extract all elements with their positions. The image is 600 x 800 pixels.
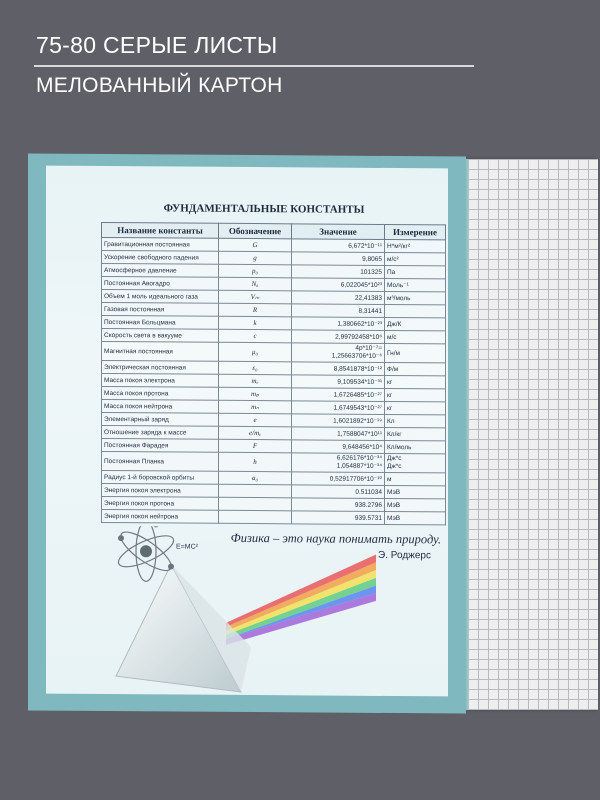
constant-value: 2,99792458*10⁸ [292, 330, 385, 344]
quote-text: Физика – это наука понимать природу. [230, 530, 441, 547]
constant-unit: МэВ [385, 485, 446, 498]
constant-value: 938.2796 [292, 498, 385, 512]
notebook-cover [28, 153, 466, 713]
constant-value: 9,8065 [292, 252, 385, 266]
constant-symbol: p₀ [219, 264, 292, 278]
constant-unit: м/с² [385, 252, 446, 265]
constant-unit: кг [385, 375, 446, 388]
constant-symbol: h [219, 452, 292, 472]
constant-symbol [219, 497, 292, 511]
constant-name: Ускорение свободного падения [102, 250, 219, 264]
constant-name: Постоянная Авогадро [102, 276, 219, 290]
constant-unit [385, 304, 446, 317]
constant-value: 9,109534*10⁻³¹ [292, 375, 385, 389]
constant-value: 8,31441 [292, 304, 385, 318]
constant-symbol: R [219, 303, 292, 317]
constant-unit: м [385, 472, 446, 485]
constant-name: Объем 1 моль идеального газа [102, 289, 219, 303]
constant-value: 939.5731 [292, 511, 385, 525]
constant-value: 1,6726485*10⁻²⁷ [292, 388, 385, 402]
table-row [102, 451, 446, 472]
constant-name: Электрическая постоянная [102, 360, 219, 374]
constant-unit: Моль⁻¹ [385, 278, 446, 291]
constant-unit: Па [385, 265, 446, 278]
constant-name: Постоянная Больцмана [102, 315, 219, 329]
constant-value: 6,022045*10²³ [292, 278, 385, 292]
table-body [102, 237, 446, 524]
constant-name: Масса покоя нейтрона [102, 399, 219, 413]
constant-symbol: mₙ [219, 400, 292, 414]
header-line2: МЕЛОВАННЫЙ КАРТОН [36, 74, 283, 97]
constant-unit: Кл [385, 414, 446, 427]
constant-name: Отношение заряда к массе [102, 425, 219, 439]
quote-author: Э. Роджерс [378, 549, 431, 562]
constant-name: Скорость света в вакууме [102, 328, 219, 342]
constant-symbol: k [219, 316, 292, 330]
constant-value: 101325 [292, 265, 385, 279]
constant-name: Энергия покоя электрона [102, 483, 219, 497]
constant-value: 22,41383 [292, 291, 385, 305]
constant-value: 6,672*10⁻¹¹ [292, 239, 385, 253]
constant-unit: Кл/моль [385, 440, 446, 453]
constant-symbol: G [219, 238, 292, 252]
table-row [102, 341, 446, 362]
constant-symbol: ε₀ [219, 361, 292, 375]
constant-symbol: a₀ [219, 471, 292, 485]
table-title: ФУНДАМЕНТАЛЬНЫЕ КОНСТАНТЫ [163, 202, 365, 216]
constant-value: 0.511034 [292, 485, 385, 499]
header-line1: 75-80 СЕРЫЕ ЛИСТЫ [36, 32, 278, 58]
constant-symbol: e [219, 413, 292, 427]
constant-name: Масса покоя протона [102, 386, 219, 400]
constant-name: Энергия покоя протона [102, 496, 219, 510]
constant-symbol: mₑ [219, 374, 292, 388]
notebook-photo [28, 155, 592, 712]
constant-name: Постоянная Планка [102, 451, 219, 471]
constant-name: Радиус 1-й боровской орбиты [102, 470, 219, 484]
constants-table [101, 222, 446, 525]
constant-unit: Дж/К [385, 317, 446, 330]
constant-unit: Н*м²/кг² [385, 239, 446, 252]
constant-name: Газовая постоянная [102, 302, 219, 316]
constant-unit: м/с [385, 330, 446, 343]
formula-label: E=MC² [176, 543, 198, 551]
constant-value: 1,7588047*10¹¹ [292, 427, 385, 441]
constant-name: Энергия покоя нейтрона [102, 509, 219, 523]
column-header: Обозначение [219, 223, 292, 239]
constant-symbol: μ₀ [219, 342, 292, 362]
constant-unit: Гн/м [385, 343, 446, 362]
constant-symbol [219, 484, 292, 498]
constant-value: 0,52917706*10⁻¹⁰ [292, 472, 385, 486]
constant-value: 6,626176*10⁻³⁴ 1,054887*10⁻³⁴ [292, 453, 385, 473]
constant-value: 4p*10⁻⁷= 1,25663706*10⁻⁶ [292, 343, 385, 363]
constant-value: 1,380662*10⁻²³ [292, 317, 385, 331]
constant-value: 9,648456*10⁴ [292, 440, 385, 454]
column-header: Название константы [102, 222, 219, 238]
constant-unit: кг [385, 388, 446, 401]
constant-value: 1,6021892*10⁻¹⁹ [292, 414, 385, 428]
constant-value: 1,6749543*10⁻²⁷ [292, 401, 385, 415]
constant-unit: кг [385, 401, 446, 414]
constant-symbol: mₚ [219, 387, 292, 401]
constant-unit: Дж*с Дж*с [385, 453, 446, 472]
constant-symbol: Vₘ [219, 290, 292, 304]
constant-name: Гравитационная постоянная [102, 237, 219, 251]
constant-symbol: F [219, 439, 292, 453]
constant-unit: Ф/м [385, 362, 446, 375]
cover-panel [46, 166, 448, 697]
constant-name: Масса покоя электрона [102, 373, 219, 387]
constant-unit: Кл/кг [385, 427, 446, 440]
column-header: Значение [292, 224, 385, 240]
constant-name: Элементарный заряд [102, 412, 219, 426]
constant-unit: МэВ [385, 511, 446, 524]
constant-symbol: g [219, 251, 292, 265]
constant-symbol: e/mₑ [219, 426, 292, 440]
constant-name: Постоянная Фарадея [102, 438, 219, 452]
constant-unit: МэВ [385, 498, 446, 511]
header-divider [34, 65, 474, 67]
constant-symbol [219, 510, 292, 524]
constant-name: Атмосферное давление [102, 263, 219, 277]
constant-unit: м³/моль [385, 291, 446, 304]
grid-paper-page [468, 159, 598, 710]
constant-symbol: c [219, 329, 292, 343]
constant-name: Магнитная постоянная [102, 341, 219, 361]
constant-symbol: Nₐ [219, 277, 292, 291]
column-header: Измерение [385, 224, 446, 239]
table-row [102, 509, 446, 524]
constant-value: 8,8541878*10⁻¹² [292, 362, 385, 376]
